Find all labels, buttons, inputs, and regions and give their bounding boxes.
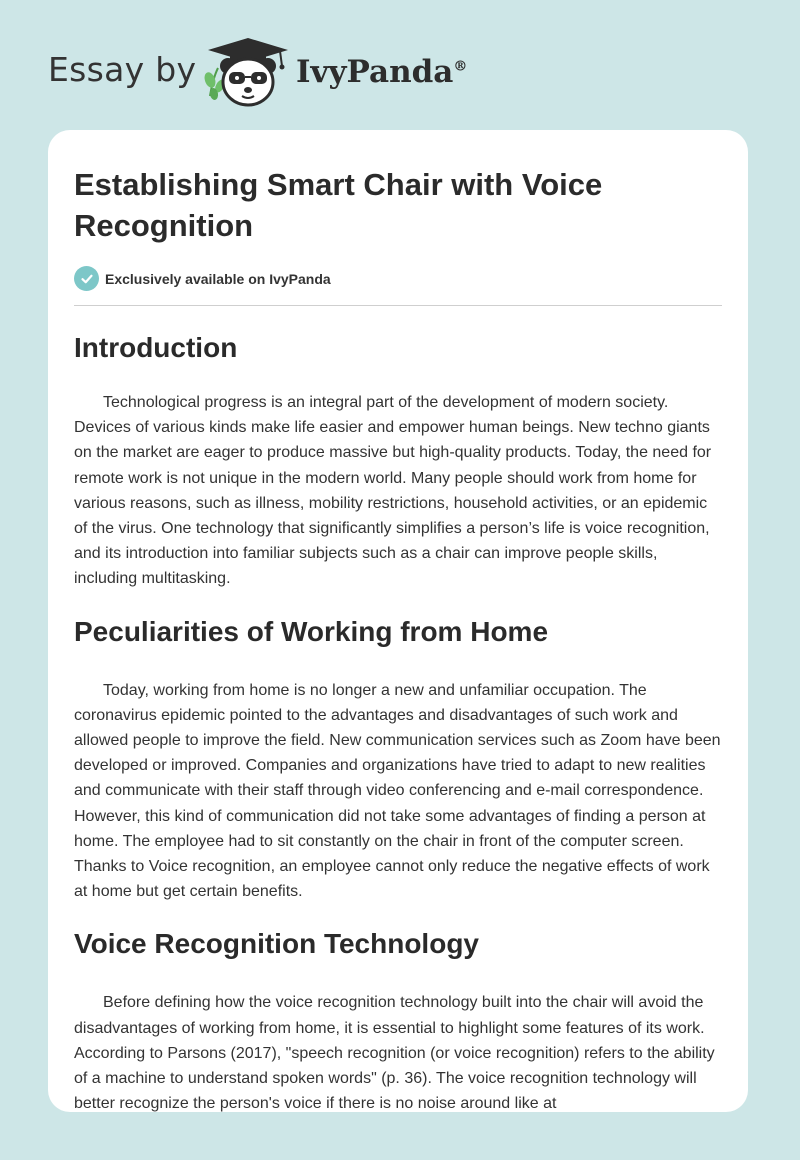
section-heading-introduction: Introduction [74,332,238,363]
page-title: Establishing Smart Chair with Voice Recognition [74,167,603,243]
brand-name-text: IvyPanda [296,54,454,90]
section-paragraph-working-from-home: Today, working from home is no longer a new and unfamiliar occupation. The coronavirus epidemic pointed to the advantages and disadvantages of such work and allowed people to improve the field. New communication services such as Zoom have been developed or improved. Companies and organizations have tried to adapt to new realities and communicate with their staff through video conferencing and e-mail correspondence. However, this kind of communication did not take some advantages of finding a person at home. The employee had to sit constantly on the chair in front of the computer screen. Thanks to Voice recognition, an employee cannot only reduce the negative effects of work at home but get certain benefits. [74,681,721,901]
check-icon [74,266,99,291]
badge-text: Exclusively available on IvyPanda [105,270,331,287]
section-paragraph-introduction: Technological progress is an integral part of the development of modern society. Devices of various kinds make life easier and empower human beings. New techno giants on the market are eager to produce massive but high-quality products. Today, the need for remote work is not unique in the modern world. Many people should work from home for various reasons, such as illness, mobility restrictions, household activities, or an epidemic of the virus. One technology that significantly simplifies a person’s life is voice recognition, and its introduction into familiar subjects such as a chair can improve people skills, including multitasking. [74,394,712,588]
essay-content [48,130,748,1112]
registered-mark: ® [453,58,468,75]
panda-logo-icon [200,36,292,108]
section-heading-voice-recognition: Voice Recognition Technology [74,928,479,960]
exclusive-badge [74,266,722,291]
brand-prefix: Essay by [48,50,197,89]
title-divider [74,305,722,306]
section-heading-working-from-home: Peculiarities of Working from Home [74,615,549,647]
essay-card [48,130,748,1112]
brand-header [0,0,800,120]
section-paragraph-voice-recognition: Before defining how the voice recognition technology built into the chair will avoid the disadvantages of working from home, it is essential to highlight some features of its work. According to Parsons (2017), "speech recognition (or voice recognition) refers to the ability of a machine to understand spoken words" (p. 36). The voice recognition technology will better recognize the person's voice if there is no noise around like at [74,994,715,1112]
brand-name [296,54,467,90]
